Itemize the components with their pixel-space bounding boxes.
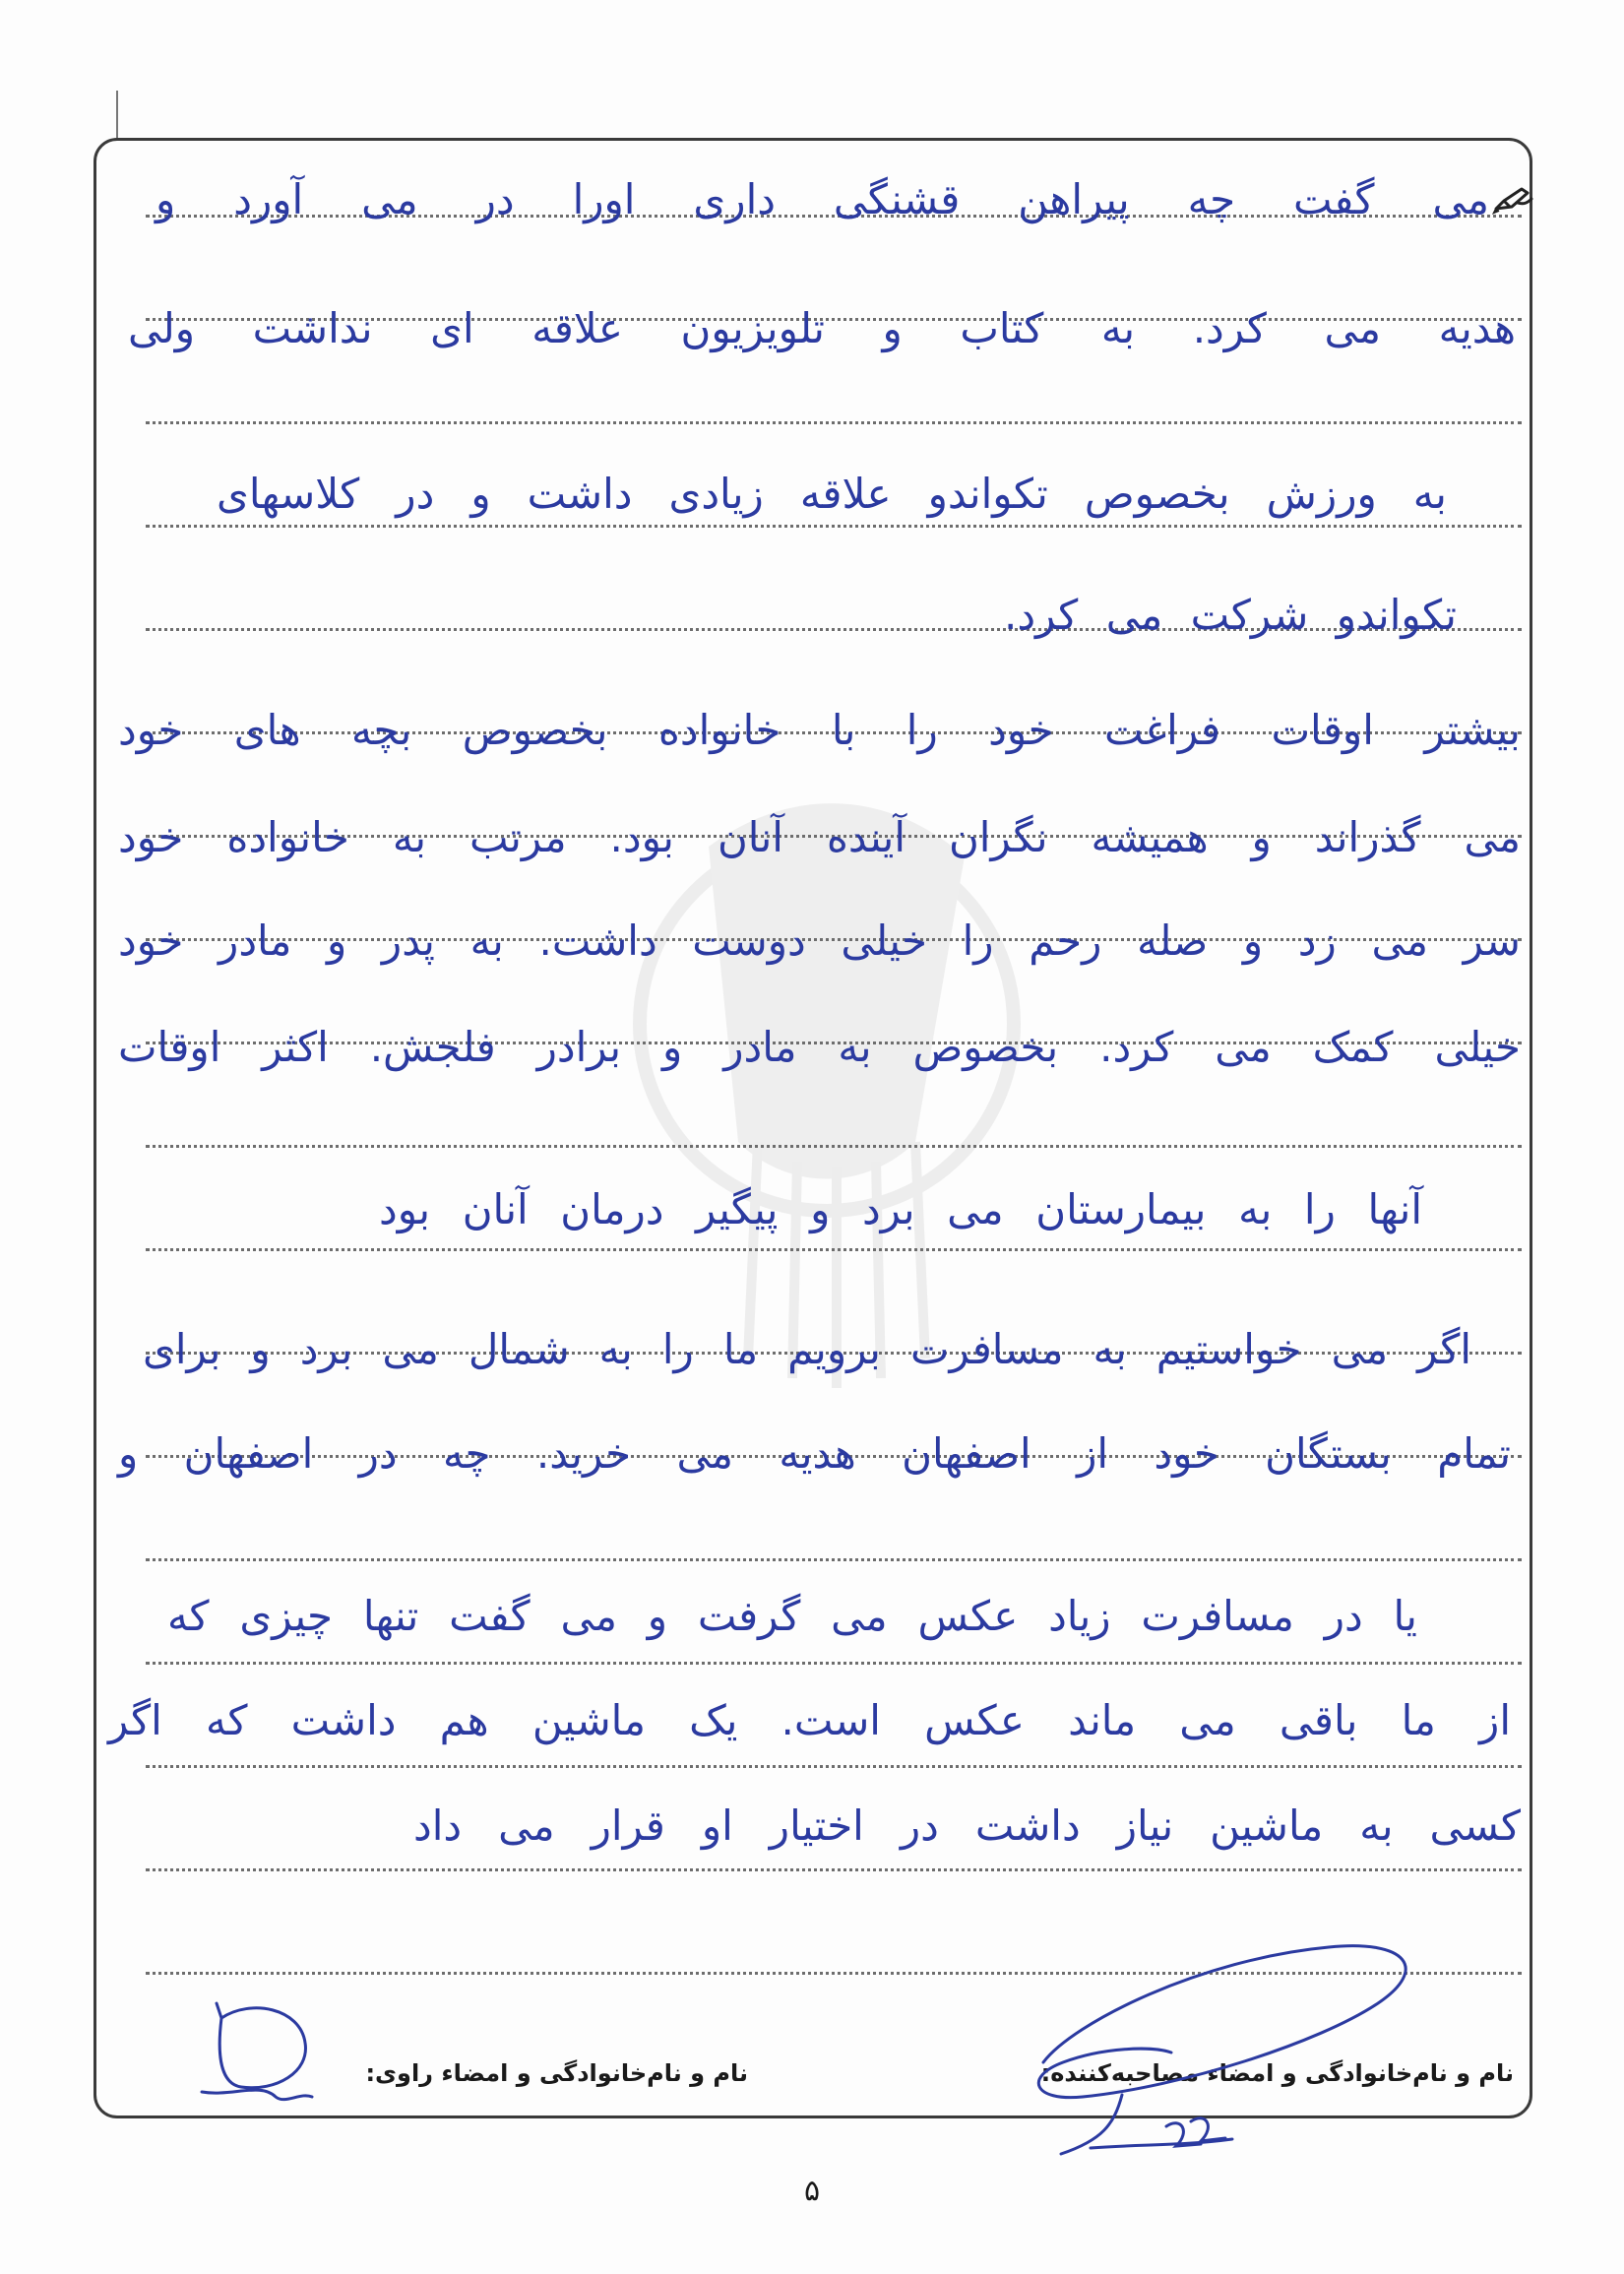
- handwritten-line: بیشتر اوقات فراغت خود را با خانواده بخصوص بچه های خود: [118, 706, 1521, 754]
- handwritten-line: می گذراند و همیشه نگران آینده آنان بود. مرتب به خانواده خود: [118, 813, 1521, 861]
- handwritten-line: اگر می خواستیم به مسافرت برویم ما را به شمال می برد و برای: [143, 1325, 1471, 1373]
- handwritten-line: می گفت چه پیراهن قشنگی داری اورا در می آورد و: [156, 175, 1489, 223]
- ruled-line: [146, 525, 1522, 528]
- interviewer-signature-label: نام و نام‌خانوادگی و امضاء مصاحبه‌کننده:: [1040, 2059, 1514, 2087]
- writing-hand-icon: [1492, 183, 1533, 215]
- binding-mark: [116, 91, 118, 138]
- narrator-signature: [182, 1998, 320, 2107]
- handwritten-line: آنها را به بیمارستان می برد و پیگیر درمان آنان بود: [379, 1185, 1422, 1233]
- handwritten-line: به ورزش بخصوص تکواندو علاقه زیادی داشت و در کلاسهای: [217, 470, 1447, 518]
- ruled-line: [146, 1248, 1522, 1251]
- ruled-line: [146, 1145, 1522, 1148]
- ruled-line: [146, 1558, 1522, 1561]
- page-number: ۵: [803, 2174, 821, 2208]
- ruled-line: [146, 1662, 1522, 1665]
- ruled-line: [146, 1868, 1522, 1871]
- handwritten-line: از ما باقی می ماند عکس است. یک ماشین هم داشت که اگر: [108, 1696, 1511, 1744]
- handwritten-line: هدیه می کرد. به کتاب و تلویزیون علاقه ای نداشت ولی: [128, 304, 1516, 352]
- handwritten-line: تمام بستگان خود از اصفهان هدیه می خرید. چه در اصفهان و: [118, 1429, 1511, 1478]
- handwritten-line: تکواندو شرکت می کرد.: [1004, 591, 1457, 639]
- narrator-signature-label: نام و نام‌خانوادگی و امضاء راوی:: [365, 2059, 748, 2087]
- ruled-line: [146, 1765, 1522, 1768]
- handwritten-line: یا در مسافرت زیاد عکس می گرفت و می گفت تنها چیزی که: [167, 1592, 1417, 1640]
- handwritten-line: خیلی کمک می کرد. بخصوص به مادر و برادر فلجش. اکثر اوقات: [118, 1023, 1521, 1071]
- interviewer-signature: [1004, 1929, 1437, 2176]
- handwritten-line: سر می زد و صله رحم را خیلی دوست داشت. به پدر و مادر خود: [118, 916, 1521, 965]
- ruled-line: [146, 421, 1522, 424]
- handwritten-line: کسی به ماشین نیاز داشت در اختیار او قرار می داد: [413, 1801, 1521, 1850]
